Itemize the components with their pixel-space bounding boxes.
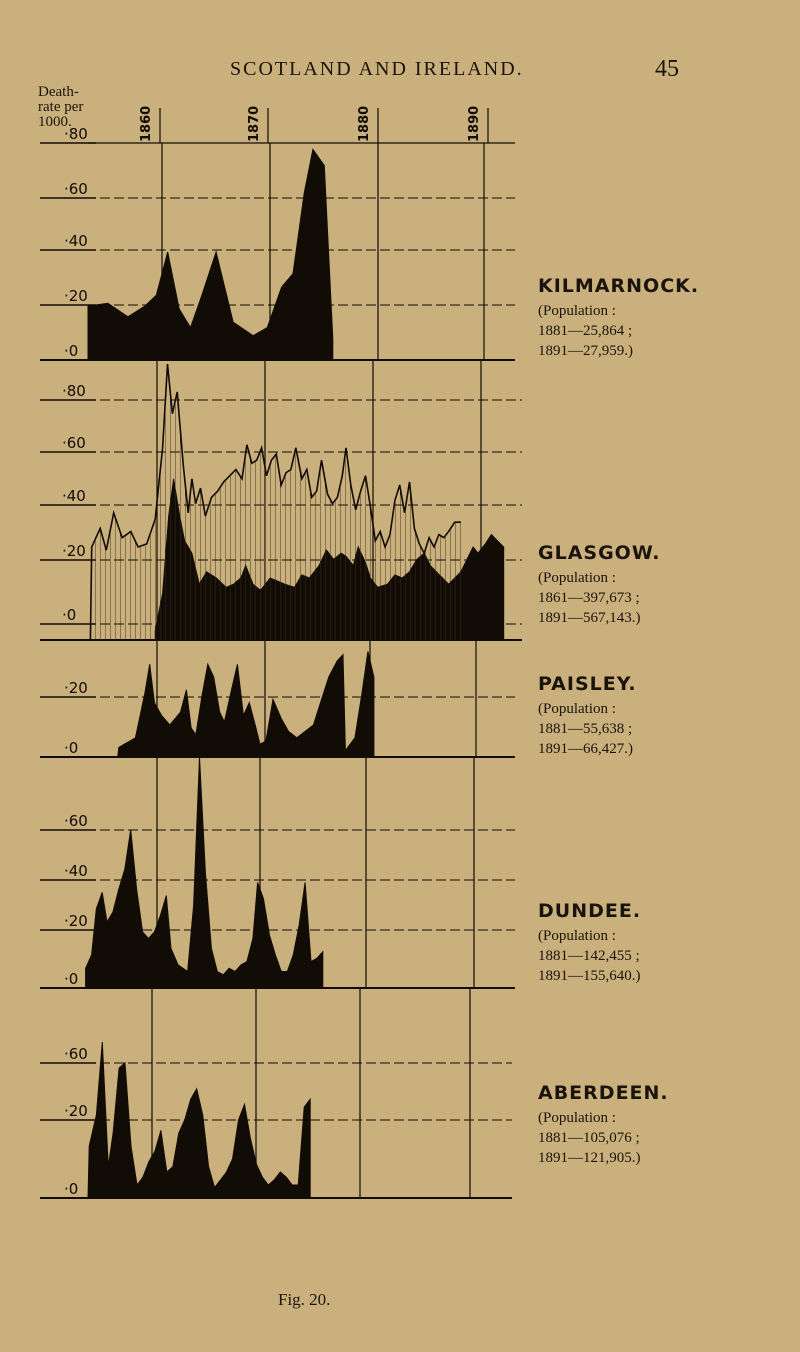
- population-line: (Population :: [538, 570, 616, 586]
- series-area-death-rate: [86, 757, 323, 988]
- y-tick-label: ·80: [62, 382, 86, 400]
- y-tick-label: ·20: [64, 1102, 88, 1120]
- city-title: ABERDEEN.: [538, 1082, 669, 1104]
- chart-panel-paisley: [40, 640, 515, 757]
- label-aberdeen: [538, 1082, 669, 1168]
- chart-layer: [40, 106, 522, 1198]
- label-dundee: [538, 900, 641, 986]
- y-tick-label: ·40: [62, 487, 86, 505]
- y-tick-label: ·0: [64, 342, 79, 360]
- population-line: 1881—25,864 ;: [538, 323, 633, 339]
- page-number: 45: [655, 56, 679, 82]
- population-note: [538, 699, 637, 759]
- label-paisley: [538, 673, 637, 759]
- y-tick-label: ·20: [62, 542, 86, 560]
- axis-caption-line: Death-: [38, 84, 79, 100]
- population-line: 1891—155,640.): [538, 968, 641, 984]
- population-note: [538, 568, 660, 628]
- population-line: 1881—55,638 ;: [538, 721, 633, 737]
- population-line: 1891—121,905.): [538, 1150, 641, 1166]
- year-label: 1890: [467, 105, 482, 142]
- population-line: (Population :: [538, 1110, 616, 1126]
- y-tick-label: ·0: [62, 606, 77, 624]
- population-line: 1891—27,959.): [538, 343, 633, 359]
- population-line: 1881—105,076 ;: [538, 1130, 640, 1146]
- y-tick-label: ·80: [64, 125, 88, 143]
- population-note: [538, 926, 641, 986]
- population-line: 1861—397,673 ;: [538, 590, 640, 606]
- figure-caption: Fig. 20.: [278, 1290, 331, 1309]
- city-title: PAISLEY.: [538, 673, 637, 695]
- label-kilmarnock: [538, 275, 699, 361]
- population-line: (Population :: [538, 303, 616, 319]
- population-line: 1881—142,455 ;: [538, 948, 640, 964]
- y-tick-label: ·20: [64, 679, 88, 697]
- chart-panel-glasgow: [40, 360, 522, 640]
- y-tick-label: ·20: [64, 912, 88, 930]
- y-tick-label: ·0: [64, 739, 79, 757]
- population-line: 1891—567,143.): [538, 610, 641, 626]
- year-label: 1870: [247, 105, 262, 142]
- chart-panel-dundee: [40, 757, 515, 988]
- axis-caption-line: rate per: [38, 99, 84, 115]
- axis-caption-line: 1000.: [38, 114, 72, 130]
- chart-panel-aberdeen: [40, 988, 512, 1198]
- series-area-death-rate: [88, 149, 333, 360]
- city-title: KILMARNOCK.: [538, 275, 700, 297]
- year-label: 1880: [357, 105, 372, 142]
- running-head: SCOTLAND AND IRELAND.: [230, 58, 524, 80]
- y-tick-label: ·40: [64, 862, 88, 880]
- chart-panel-kilmarnock: [40, 125, 515, 360]
- y-tick-label: ·60: [62, 434, 86, 452]
- label-glasgow: [538, 542, 660, 628]
- series-hatched-area: [90, 364, 461, 640]
- year-label: 1860: [139, 105, 154, 142]
- y-tick-label: ·0: [64, 1180, 79, 1198]
- population-line: (Population :: [538, 701, 616, 717]
- y-tick-label: ·20: [64, 287, 88, 305]
- population-line: 1891—66,427.): [538, 741, 633, 757]
- city-title: DUNDEE.: [538, 900, 642, 922]
- population-note: [538, 1108, 669, 1168]
- y-tick-label: ·40: [64, 232, 88, 250]
- population-note: [538, 301, 699, 361]
- city-title: GLASGOW.: [538, 542, 661, 564]
- population-line: (Population :: [538, 928, 616, 944]
- series-area-death-rate: [118, 651, 374, 757]
- y-tick-label: ·60: [64, 1045, 88, 1063]
- y-tick-label: ·0: [64, 970, 79, 988]
- y-tick-label: ·60: [64, 812, 88, 830]
- y-tick-label: ·60: [64, 180, 88, 198]
